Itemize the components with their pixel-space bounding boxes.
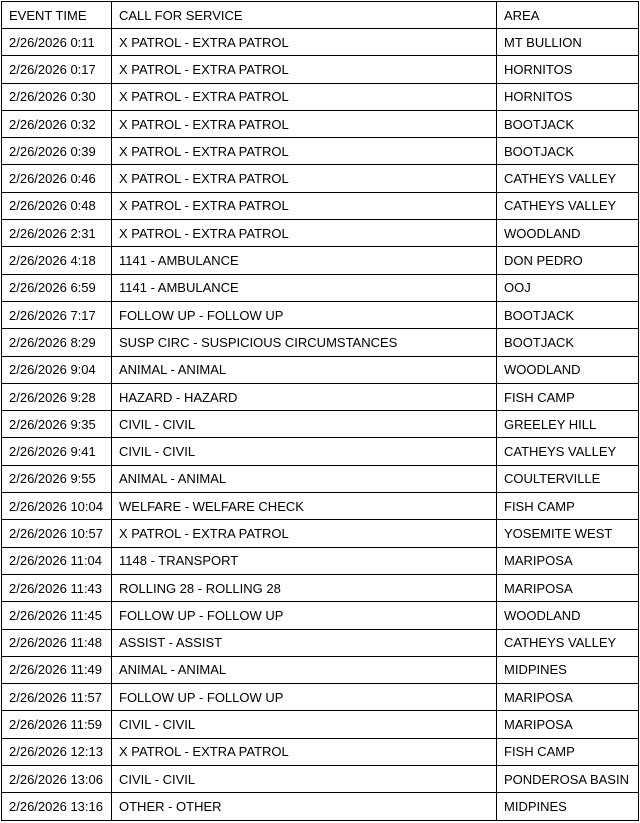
table-row — [2, 138, 639, 165]
call-for-service-cell: CIVIL - CIVIL — [112, 438, 497, 465]
table-body — [2, 29, 639, 821]
column-header-event-time: EVENT TIME — [2, 2, 112, 29]
event-time-cell: 2/26/2026 9:41 — [2, 438, 112, 465]
call-for-service-cell: X PATROL - EXTRA PATROL — [112, 520, 497, 547]
table-row — [2, 574, 639, 601]
call-for-service-cell: X PATROL - EXTRA PATROL — [112, 110, 497, 137]
event-time-cell: 2/26/2026 0:11 — [2, 29, 112, 56]
call-for-service-cell: HAZARD - HAZARD — [112, 383, 497, 410]
event-time-cell: 2/26/2026 12:13 — [2, 738, 112, 765]
event-time-cell: 2/26/2026 0:32 — [2, 110, 112, 137]
area-cell: BOOTJACK — [497, 110, 639, 137]
event-time-cell: 2/26/2026 2:31 — [2, 220, 112, 247]
call-for-service-cell: CIVIL - CIVIL — [112, 411, 497, 438]
event-time-cell: 2/26/2026 9:04 — [2, 356, 112, 383]
event-time-cell: 2/26/2026 9:55 — [2, 465, 112, 492]
call-for-service-cell: 1148 - TRANSPORT — [112, 547, 497, 574]
call-for-service-cell: ANIMAL - ANIMAL — [112, 356, 497, 383]
column-header-area: AREA — [497, 2, 639, 29]
call-for-service-cell: X PATROL - EXTRA PATROL — [112, 56, 497, 83]
area-cell: FISH CAMP — [497, 738, 639, 765]
area-cell: HORNITOS — [497, 56, 639, 83]
area-cell: MIDPINES — [497, 793, 639, 821]
call-for-service-cell: FOLLOW UP - FOLLOW UP — [112, 684, 497, 711]
table-row — [2, 383, 639, 410]
area-cell: BOOTJACK — [497, 301, 639, 328]
area-cell: MIDPINES — [497, 656, 639, 683]
area-cell: MT BULLION — [497, 29, 639, 56]
table-row — [2, 684, 639, 711]
event-time-cell: 2/26/2026 11:49 — [2, 656, 112, 683]
column-header-call-for-service: CALL FOR SERVICE — [112, 2, 497, 29]
table-row — [2, 438, 639, 465]
event-time-cell: 2/26/2026 7:17 — [2, 301, 112, 328]
event-time-cell: 2/26/2026 10:57 — [2, 520, 112, 547]
event-time-cell: 2/26/2026 8:29 — [2, 329, 112, 356]
table-row — [2, 793, 639, 821]
header-row — [2, 2, 639, 29]
area-cell: CATHEYS VALLEY — [497, 192, 639, 219]
event-time-cell: 2/26/2026 13:06 — [2, 766, 112, 793]
call-for-service-cell: X PATROL - EXTRA PATROL — [112, 220, 497, 247]
table-row — [2, 192, 639, 219]
call-for-service-cell: X PATROL - EXTRA PATROL — [112, 165, 497, 192]
call-for-service-cell: FOLLOW UP - FOLLOW UP — [112, 602, 497, 629]
area-cell: MARIPOSA — [497, 684, 639, 711]
area-cell: FISH CAMP — [497, 383, 639, 410]
call-for-service-cell: 1141 - AMBULANCE — [112, 274, 497, 301]
call-for-service-cell: X PATROL - EXTRA PATROL — [112, 29, 497, 56]
area-cell: WOODLAND — [497, 356, 639, 383]
event-time-cell: 2/26/2026 0:39 — [2, 138, 112, 165]
area-cell: CATHEYS VALLEY — [497, 438, 639, 465]
table-row — [2, 165, 639, 192]
area-cell: GREELEY HILL — [497, 411, 639, 438]
event-time-cell: 2/26/2026 9:28 — [2, 383, 112, 410]
event-time-cell: 2/26/2026 0:30 — [2, 83, 112, 110]
table-row — [2, 329, 639, 356]
table-row — [2, 220, 639, 247]
call-for-service-cell: WELFARE - WELFARE CHECK — [112, 493, 497, 520]
table-row — [2, 629, 639, 656]
event-time-cell: 2/26/2026 11:48 — [2, 629, 112, 656]
area-cell: COULTERVILLE — [497, 465, 639, 492]
call-for-service-cell: CIVIL - CIVIL — [112, 711, 497, 738]
event-time-cell: 2/26/2026 0:46 — [2, 165, 112, 192]
area-cell: CATHEYS VALLEY — [497, 629, 639, 656]
call-for-service-cell: ANIMAL - ANIMAL — [112, 656, 497, 683]
table-row — [2, 411, 639, 438]
call-for-service-cell: X PATROL - EXTRA PATROL — [112, 83, 497, 110]
table-row — [2, 110, 639, 137]
event-time-cell: 2/26/2026 11:59 — [2, 711, 112, 738]
table-row — [2, 465, 639, 492]
table-row — [2, 520, 639, 547]
table-row — [2, 738, 639, 765]
call-for-service-cell: X PATROL - EXTRA PATROL — [112, 192, 497, 219]
event-time-cell: 2/26/2026 11:57 — [2, 684, 112, 711]
area-cell: HORNITOS — [497, 83, 639, 110]
table-row — [2, 493, 639, 520]
call-for-service-cell: ROLLING 28 - ROLLING 28 — [112, 574, 497, 601]
table-row — [2, 29, 639, 56]
area-cell: MARIPOSA — [497, 711, 639, 738]
call-for-service-cell: X PATROL - EXTRA PATROL — [112, 738, 497, 765]
area-cell: PONDEROSA BASIN — [497, 766, 639, 793]
event-time-cell: 2/26/2026 11:04 — [2, 547, 112, 574]
event-time-cell: 2/26/2026 11:43 — [2, 574, 112, 601]
area-cell: OOJ — [497, 274, 639, 301]
area-cell: FISH CAMP — [497, 493, 639, 520]
event-time-cell: 2/26/2026 0:17 — [2, 56, 112, 83]
table-row — [2, 56, 639, 83]
call-for-service-cell: ANIMAL - ANIMAL — [112, 465, 497, 492]
event-time-cell: 2/26/2026 0:48 — [2, 192, 112, 219]
call-for-service-cell: 1141 - AMBULANCE — [112, 247, 497, 274]
call-for-service-cell: X PATROL - EXTRA PATROL — [112, 138, 497, 165]
table-row — [2, 711, 639, 738]
event-time-cell: 2/26/2026 10:04 — [2, 493, 112, 520]
table-row — [2, 83, 639, 110]
table-row — [2, 656, 639, 683]
event-time-cell: 2/26/2026 6:59 — [2, 274, 112, 301]
table-row — [2, 356, 639, 383]
area-cell: MARIPOSA — [497, 547, 639, 574]
area-cell: WOODLAND — [497, 220, 639, 247]
area-cell: BOOTJACK — [497, 138, 639, 165]
area-cell: DON PEDRO — [497, 247, 639, 274]
table-row — [2, 547, 639, 574]
table-row — [2, 274, 639, 301]
call-for-service-cell: SUSP CIRC - SUSPICIOUS CIRCUMSTANCES — [112, 329, 497, 356]
event-time-cell: 2/26/2026 11:45 — [2, 602, 112, 629]
area-cell: YOSEMITE WEST — [497, 520, 639, 547]
call-for-service-cell: CIVIL - CIVIL — [112, 766, 497, 793]
table-row — [2, 301, 639, 328]
area-cell: MARIPOSA — [497, 574, 639, 601]
call-log-table — [1, 1, 639, 821]
call-for-service-cell: FOLLOW UP - FOLLOW UP — [112, 301, 497, 328]
call-for-service-cell: ASSIST - ASSIST — [112, 629, 497, 656]
table-row — [2, 247, 639, 274]
event-time-cell: 2/26/2026 4:18 — [2, 247, 112, 274]
area-cell: WOODLAND — [497, 602, 639, 629]
table-row — [2, 766, 639, 793]
table-row — [2, 602, 639, 629]
event-time-cell: 2/26/2026 13:16 — [2, 793, 112, 821]
area-cell: CATHEYS VALLEY — [497, 165, 639, 192]
event-time-cell: 2/26/2026 9:35 — [2, 411, 112, 438]
call-for-service-cell: OTHER - OTHER — [112, 793, 497, 821]
area-cell: BOOTJACK — [497, 329, 639, 356]
